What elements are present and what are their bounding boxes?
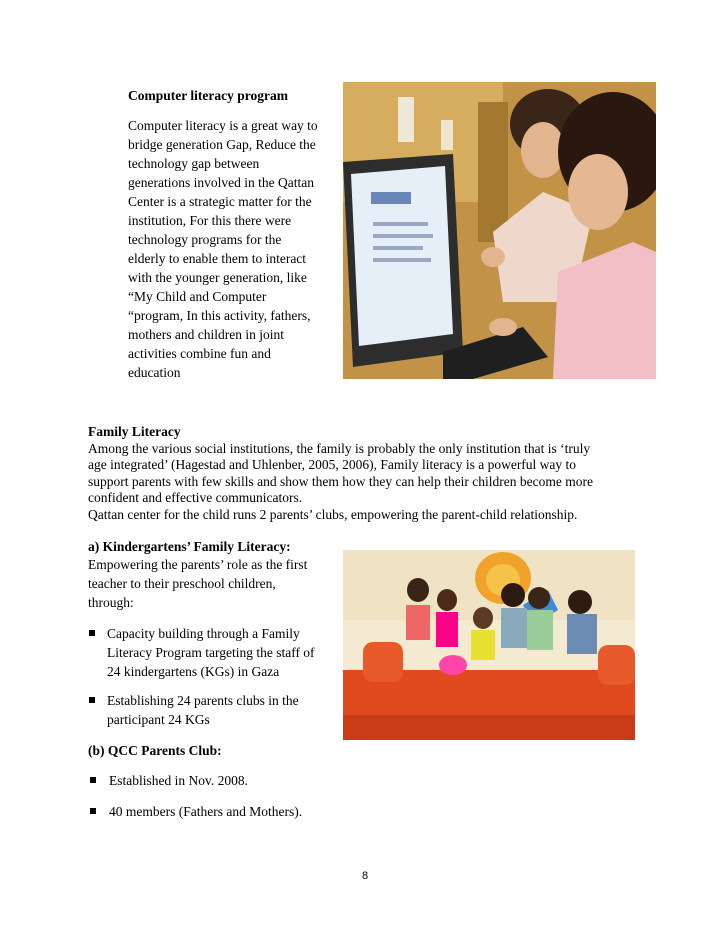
bullet-icon [90,777,96,783]
list-item [107,691,299,729]
body-line: mothers and children in joint [128,327,284,342]
body-line: age integrated’ (Hagestad and Uhlenber, 2005, 2006), Family literacy is a powerful way to [88,457,577,473]
list-item-line: Establishing 24 parents clubs in the [107,693,299,708]
body-line: Empowering the parents’ role as the first [88,557,308,572]
list-item-line: Literacy Program targeting the staff of [107,645,315,660]
body-line: institution, For this there were [128,213,292,228]
body-line: “program, In this activity, fathers, [128,308,311,323]
body-line: bridge generation Gap, Reduce the [128,137,316,152]
body-line: generations involved in the Qattan [128,175,314,190]
body-line: education [128,365,181,380]
body-line: Among the various social institutions, the family is probably the only institution that is ‘truly [88,440,591,456]
list-item: 40 members (Fathers and Mothers). [109,804,303,819]
list-item-line: participant 24 KGs [107,712,210,727]
body-line: Center is a strategic matter for the [128,194,312,209]
section-title-parents-club: (b) QCC Parents Club: [88,743,222,758]
body-line: technology programs for the [128,232,282,247]
photo-computer-lab [343,82,656,379]
bullet-icon [90,808,96,814]
body-line: “My Child and Computer [128,289,267,304]
photo-kindergarten-children [343,550,635,740]
list-item [107,624,315,681]
body-line: elderly to enable them to interact [128,251,307,266]
body-line: Qattan center for the child runs 2 parents’ clubs, empowering the parent-child relationship. [88,506,578,522]
body-line: activities combine fun and [128,346,271,361]
list-item: Established in Nov. 2008. [109,773,248,788]
section-title-kindergartens: a) Kindergartens’ Family Literacy: [88,539,291,554]
bullet-icon [89,630,95,636]
section-body-kindergartens [88,555,307,612]
section-title-family-literacy: Family Literacy [88,424,181,439]
list-item-line: Capacity building through a Family [107,626,300,641]
list-item-line: 24 kindergartens (KGs) in Gaza [107,664,280,679]
section-body-computer-literacy [128,116,338,382]
body-line: technology gap between [128,156,260,171]
body-line: teacher to their preschool children, [88,576,276,591]
page-number: 8 [361,870,369,882]
photo-kindergarten-illustration [343,550,635,740]
body-line: through: [88,595,134,610]
photo-computer-lab-illustration [343,82,656,379]
bullet-icon [89,697,95,703]
section-title-computer-literacy: Computer literacy program [128,88,288,103]
body-line: with the younger generation, like [128,270,307,285]
body-line: Computer literacy is a great way to [128,118,318,133]
section-family-literacy [88,424,648,524]
body-line: confident and effective communicators. [88,490,303,506]
body-line: support parents with few skills and show them how they can help their children become more [88,473,593,489]
